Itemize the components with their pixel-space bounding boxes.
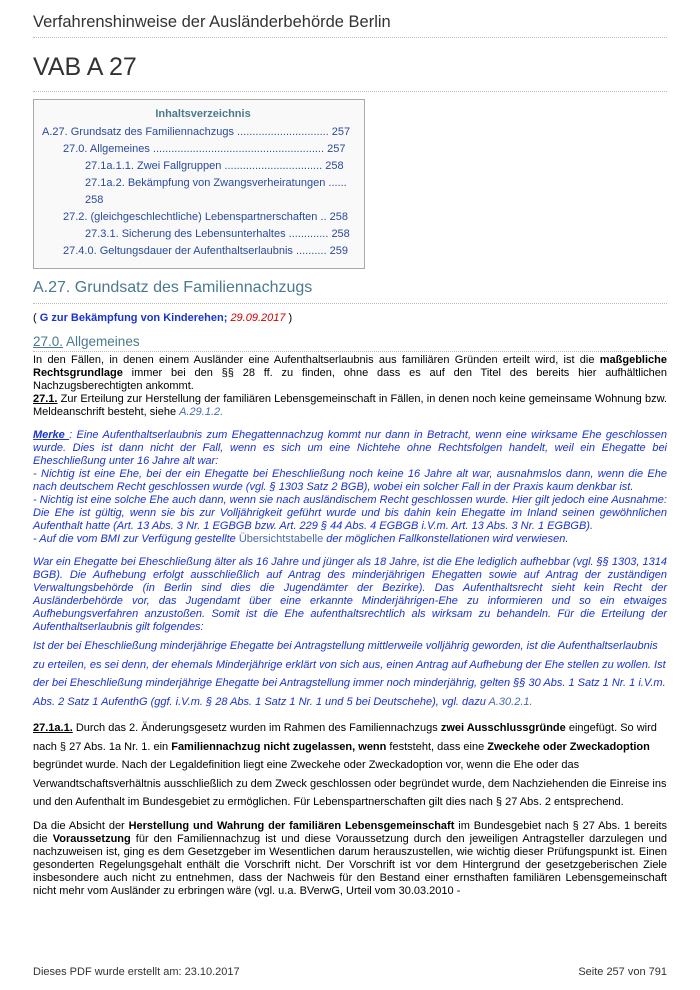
note-paragraph: Merke : Eine Aufenthaltserlaubnis zum Ehegattennachzug kommt nur dann in Betracht, wenn eine wirksame Ehe geschlossen wurde. Dies ist dann nicht der Fall, wenn es sich um eine Nichtehe ohne Rechtsfolgen handelt, weil ein Ehegatte bei Eheschließung unter 16 Jahre alt war: <box>33 429 667 467</box>
note-paragraph: - Nichtig ist eine Ehe, bei der ein Ehegatte bei Eheschließung noch keine 16 Jahre alt war, ausnahmslos dann, wenn die Ehe nach deutschem Recht geschlossen wurde (vgl. § 1303 Satz 2 BGB), wobei ein solcher Fall in der Praxis kaum denkbar ist. <box>33 468 667 493</box>
law-link[interactable]: G zur Bekämpfung von Kinderehen; <box>39 312 228 324</box>
section-heading: A.27. Grundsatz des Familiennachzugs <box>33 279 667 304</box>
subsection-heading: 27.0. Allgemeines <box>33 334 667 352</box>
anchor-link[interactable]: 27.0. <box>33 334 64 349</box>
toc-item[interactable]: 27.1a.2. Bekämpfung von Zwangsverheiratungen ...... 258 <box>85 177 347 206</box>
toc-title: Inhaltsverzeichnis <box>155 108 251 120</box>
merke-link[interactable]: Merke <box>33 429 70 441</box>
paragraph: 27.1. Zur Erteilung zur Herstellung der familiären Lebensgemeinschaft in Fällen, in denen noch keine gemeinsame Wohnung bzw. Meldeanschrift besteht, siehe A.29.1.2. <box>33 393 667 418</box>
note-paragraph: - Nichtig ist eine solche Ehe auch dann, wenn sie nach ausländischem Recht geschlossen wurde. Hier gilt jedoch eine Ausnahme: Die Ehe ist gültig, wenn sie bis zur Volljährigkeit geführt wurde und bis dahin kein Ehegatte im Inland seinen gewöhnlichen Aufenthalt hatte (Art. 13 Abs. 3 Nr. 1 EGBGB bzw. Art. 229 § 44 Abs. 4 EGBGB i.V.m. Art. 13 Abs. 3 Nr. 1 EGBGB). <box>33 494 667 532</box>
footer-page-number: Seite 257 von 791 <box>578 966 667 978</box>
cross-ref-link[interactable]: A.30.2.1. <box>488 695 533 708</box>
paragraph: In den Fällen, in denen einem Ausländer eine Aufenthaltserlaubnis aus familiären Gründen erteilt wird, ist die maßgebliche Rechtsgrundlage immer bei den §§ 28 ff. zu finden, ohne dass es auf den Titel des bereits hier aufhältlichen Nachzugsberechtigten ankommt. <box>33 354 667 392</box>
toc-item[interactable]: 27.1a.1.1. Zwei Fallgruppen ................................ 258 <box>85 160 344 172</box>
page-content <box>33 0 667 898</box>
toc-item[interactable]: 27.0. Allgemeines ........................................................ 257 <box>63 143 346 155</box>
page-footer <box>33 966 667 978</box>
toc-item[interactable]: 27.3.1. Sicherung des Lebensunterhaltes ............. 258 <box>85 228 350 240</box>
note-paragraph: Ist der bei Eheschließung minderjährige Ehegatte bei Antragstellung mittlerweile volljährig geworden, ist die Aufenthaltserlaubnis zu erteilen, es sei denn, der ehemals Minderjährige erklärt von sich aus, einen Antrag auf Aufhebung der Ehe stellen zu wollen. Ist der bei Eheschließung minderjährige Ehegatte bei Antragstellung immer noch minderjährig, gelten §§ 30 Abs. 1 Satz 1 Nr. 1 i.V.m. Abs. 2 Satz 1 AufenthG (ggf. i.V.m. § 28 Abs. 1 Satz 1 Nr. 1 und 5 bei Deutschehe), vgl. dazu A.30.2.1. <box>33 640 666 708</box>
toc-item[interactable]: A.27. Grundsatz des Familiennachzugs .............................. 257 <box>42 126 351 138</box>
footer-created: Dieses PDF wurde erstellt am: 23.10.2017 <box>33 966 240 978</box>
toc-item[interactable]: 27.4.0. Geltungsdauer der Aufenthaltserlaubnis .......... 259 <box>63 245 348 257</box>
table-link[interactable]: Übersichtstabelle <box>238 533 324 545</box>
header-title: Verfahrenshinweise der Ausländerbehörde Berlin <box>33 0 667 38</box>
anchor-link[interactable]: 27.1. <box>33 393 58 405</box>
note-paragraph: - Auf die vom BMI zur Verfügung gestellte Übersichtstabelle der möglichen Fallkonstellationen wird verwiesen. <box>33 533 569 545</box>
toc-item[interactable]: 27.2. (gleichgeschlechtliche) Lebenspartnerschaften .. 258 <box>63 211 348 223</box>
document-title: VAB A 27 <box>33 53 667 92</box>
law-reference: ( G zur Bekämpfung von Kinderehen; 29.09.2017 ) <box>33 312 293 324</box>
note-paragraph: War ein Ehegatte bei Eheschließung älter als 16 Jahre und jünger als 18 Jahre, ist die Ehe lediglich aufhebbar (vgl. §§ 1303, 1314 BGB). Die Aufhebung erfolgt ausschließlich auf Antrag des minderjährigen Ehegatten sowie auf Antrag der zuständigen Verwaltungsbehörde (in Berlin sind dies die Jugendämter der Bezirke). Das Aufenthaltsrecht sieht kein Recht der Ausländerbehörde vor, das Jugendamt über eine erkannte Minderjährigen-Ehe zu informieren und so ein etwaiges Aufhebungsverfahren anzustoßen. Somit ist die Ehe aufenthaltsrechtlich als wirksam zu behandeln. Für die Erteilung der Aufenthaltserlaubnis gilt folgendes: <box>33 556 667 633</box>
cross-ref-link[interactable]: A.29.1.2. <box>179 406 224 418</box>
table-of-contents <box>33 99 365 269</box>
paragraph: 27.1a.1. Durch das 2. Änderungsgesetz wurden im Rahmen des Familiennachzugs zwei Ausschlussgründe eingefügt. So wird nach § 27 Abs. 1a Nr. 1. ein Familiennachzug nicht zugelassen, wenn feststeht, dass eine Zweckehe oder Zweckadoption begründet wurde. Nach der Legaldefinition liegt eine Zweckehe oder Zweckadoption vor, wenn die Ehe oder das Verwandtschaftsverhältnis ausschließlich zu dem Zweck geschlossen oder begründet wurde, dem Nachziehenden die Einreise ins und den Aufenthalt im Bundesgebiet zu ermöglichen. Für Lebenspartnerschaften gilt dies nach § 27 Abs. 2 entsprechend. <box>33 722 667 808</box>
paragraph: Da die Absicht der Herstellung und Wahrung der familiären Lebensgemeinschaft im Bundesgebiet nach § 27 Abs. 1 bereits die Voraussetzung für den Familiennachzug ist und diese Voraussetzung durch den jeweiligen Antragsteller darzulegen und nachzuweisen ist, ging es dem Gesetzgeber im Wesentlichen darum herauszustellen, wie wichtig dieser Prüfungspunkt ist. Einen gesonderten Regelungsgehalt enthält die Vorschrift nicht. Der Vorschrift ist vor dem Hintergrund der gesetzgeberischen Ziele insbesondere auch nicht zu entnehmen, dass der Nachweis für den Bestand einer ernsthaften familiären Lebensgemeinschaft nicht mehr vom Ausländer zu erbringen wäre (vgl. u.a. BVerwG, Urteil vom 30.03.2010 - <box>33 819 667 897</box>
anchor-link[interactable]: 27.1a.1. <box>33 722 73 734</box>
law-date: 29.09.2017 <box>230 312 286 324</box>
